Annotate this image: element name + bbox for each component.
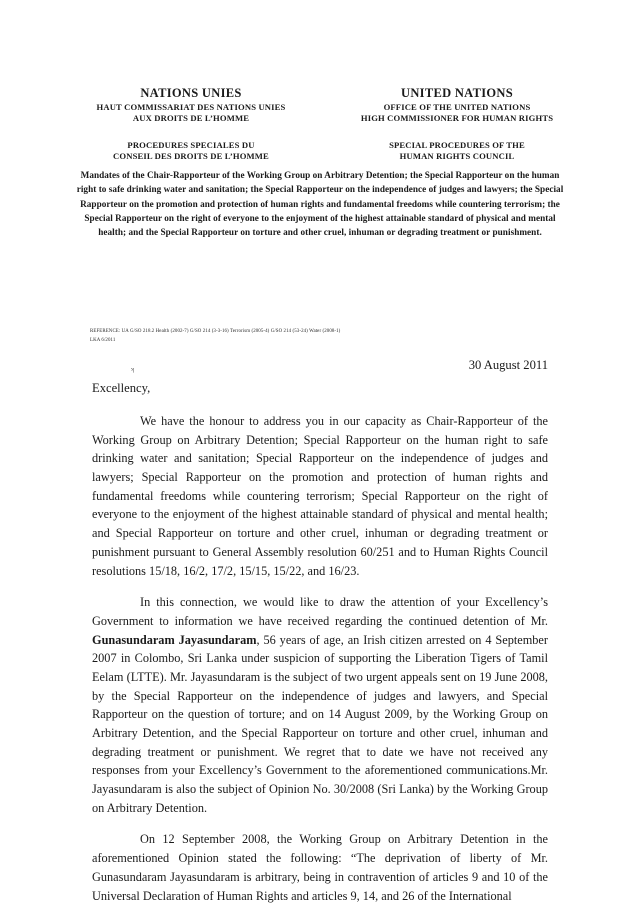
detainee-name: Gunasundaram Jayasundaram <box>92 632 257 647</box>
masthead-english-procedures-line-1: SPECIAL PROCEDURES OF THE <box>389 139 525 150</box>
masthead-english-procedures-line-2: HUMAN RIGHTS COUNCIL <box>399 151 515 162</box>
letter-date: 30 August 2011 <box>468 358 548 372</box>
masthead-french-procedures-block <box>60 140 322 163</box>
masthead-english-column <box>326 86 588 162</box>
body-paragraph-mandate-capacity: We have the honour to address you in our capacity as Chair-Rapporteur of the Working Group on Arbitrary Detention; Special Rapporteur on the human right to safe drinking water and sanitation; Special Rapporteur on the independence of judges and lawyers; Special Rapporteur on the promotion and protection of human rights and fundamental freedoms while countering terrorism; Special Rapporteur on the right of everyone to the enjoyment of the highest attainable standard of physical and mental health; and Special Rapporteur on torture and other cruel, inhuman or degrading treatment or punishment pursuant to General Assembly resolution 60/251 and to Human Rights Council resolutions 15/18, 16/2, 17/2, 15/15, 15/22, and 16/23. <box>92 414 548 578</box>
reference-line-2: LKA 6/2011 <box>90 337 116 343</box>
reference-block <box>90 328 560 345</box>
body-paragraph-detention-details <box>92 593 548 817</box>
masthead-french-subtitle-line-2: AUX DROITS DE L’HOMME <box>132 113 250 124</box>
masthead-french-subtitle-line-1: HAUT COMMISSARIAT DES NATIONS UNIES <box>96 101 286 112</box>
masthead-english-subtitle-line-2: HIGH COMMISSIONER FOR HUMAN RIGHTS <box>360 113 554 124</box>
scan-artifact-mark: ʞ <box>131 367 134 373</box>
mandates-statement: Mandates of the Chair-Rapporteur of the Working Group on Arbitrary Detention; the Special Rapporteur on the human right to safe drinking water and sanitation; the Special Rapporteur on the independence of judges and lawyers; the Special Rapporteur on the promotion and protection of human rights and fundamental freedoms while countering terrorism; the Special Rapporteur on the right of everyone to the enjoyment of the highest attainable standard of physical and mental health; and the Special Rapporteur on torture and other cruel, inhuman or degrading treatment or punishment. <box>76 170 564 237</box>
masthead-english-procedures-block <box>326 140 588 163</box>
document-masthead <box>60 86 588 162</box>
reference-line-1: REFERENCE: UA G/SO 218.2 Health (2002-7) G/SO 214 (3-3-16) Terrorism (2005-4) G/SO 214 (53-24) Water (2008-1) <box>90 329 341 334</box>
masthead-french-procedures-line-1: PROCEDURES SPECIALES DU <box>127 139 255 150</box>
masthead-french-org-name: NATIONS UNIES <box>140 86 242 100</box>
paragraph-2-text-before-name: In this connection, we would like to draw the attention of your Excellency’s Government to information we have received regarding the continued detention of Mr. <box>92 595 548 628</box>
paragraph-2-text-after-name: , 56 years of age, an Irish citizen arrested on 4 September 2007 in Colombo, Sri Lanka under suspicion of supporting the Liberation Tigers of Tamil Eelam (LTTE). Mr. Jayasundaram is the subject of two urgent appeals sent on 19 June 2008, by the Special Rapporteur on the independence of judges and lawyers, and Special Rapporteur on the question of torture; and on 14 August 2009, by the Working Group on Arbitrary Detention, and the Special Rapporteur on torture and other cruel, inhuman and degrading treatment or punishment. We regret that to date we have not received any responses from your Excellency’s Government to the aforementioned communications.Mr. Jayasundaram is also the subject of Opinion No. 30/2008 (Sri Lanka) by the Working Group on Arbitrary Detention. <box>92 632 548 815</box>
masthead-english-subtitle-line-1: OFFICE OF THE UNITED NATIONS <box>383 101 531 112</box>
letter-salutation: Excellency, <box>92 381 151 395</box>
masthead-french-column <box>60 86 322 162</box>
masthead-french-procedures-line-2: CONSEIL DES DROITS DE L’HOMME <box>113 151 269 162</box>
masthead-english-org-name: UNITED NATIONS <box>401 86 513 100</box>
letter-body <box>92 412 548 905</box>
body-paragraph-opinion-quote: On 12 September 2008, the Working Group on Arbitrary Detention in the aforementioned Opinion stated the following: “The deprivation of liberty of Mr. Gunasundaram Jayasundaram is arbitrary, being in contravention of articles 9 and 10 of the Universal Declaration of Human Rights and articles 9, 14, and 26 of the International <box>92 832 548 903</box>
